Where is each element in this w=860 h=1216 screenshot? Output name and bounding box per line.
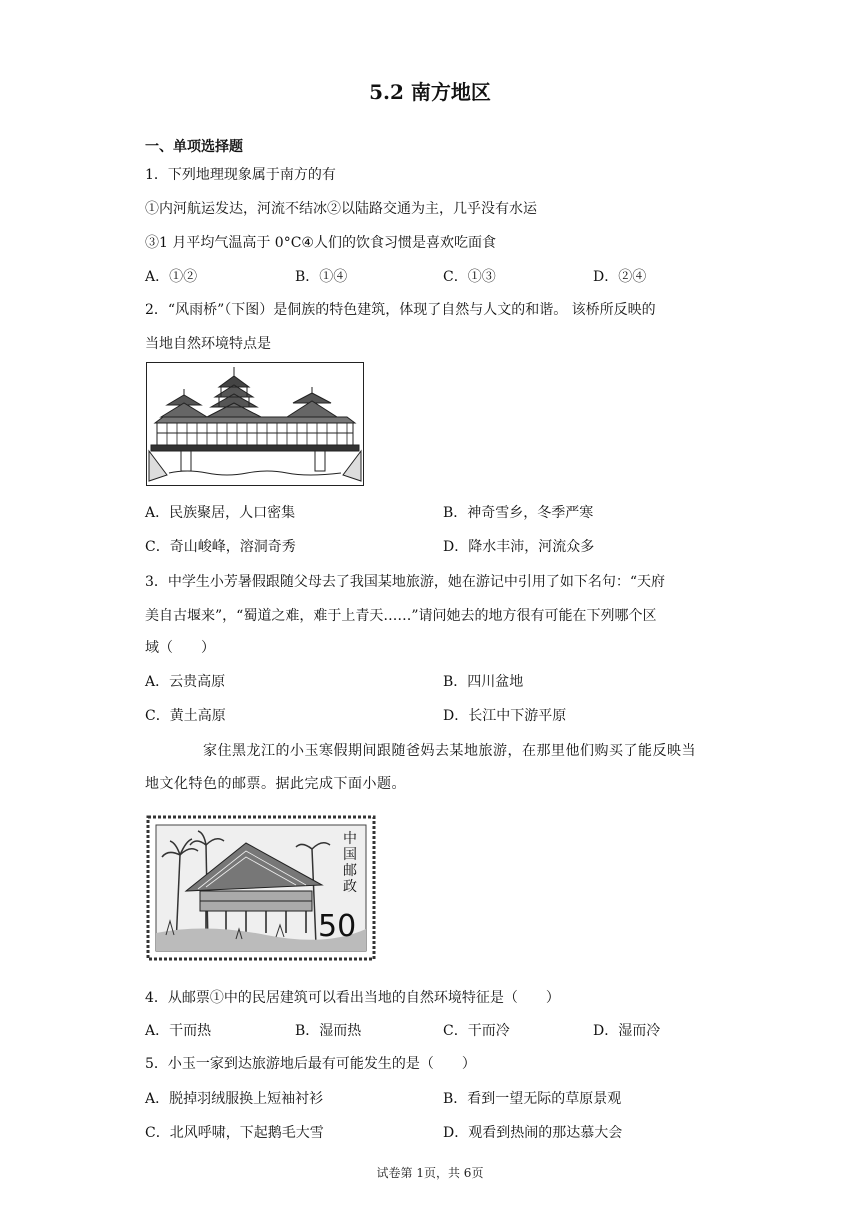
q2-stem-line-2: 当地自然环境特点是 [145, 336, 271, 352]
stamp-figure [146, 815, 376, 961]
q3-option-d[interactable]: D．长江中下游平原 [443, 708, 567, 724]
q1-option-c[interactable]: C．①③ [443, 269, 496, 285]
passage-line-2: 地文化特色的邮票。据此完成下面小题。 [145, 776, 406, 792]
q3-option-b[interactable]: B．四川盆地 [443, 674, 524, 690]
page-footer: 试卷第 1页，共 6页 [376, 1166, 484, 1180]
q4-option-b[interactable]: B．湿而热 [295, 1023, 362, 1039]
bridge-drawing [147, 363, 363, 485]
wind-rain-bridge-figure [146, 362, 364, 486]
q1-option-d[interactable]: D．②④ [593, 269, 647, 285]
q3-stem-line-3: 域（ ） [145, 640, 215, 656]
stamp-face-value: 50 [318, 909, 357, 944]
page-title: 5.2 南方地区 [369, 80, 491, 104]
q2-option-b[interactable]: B．神奇雪乡，冬季严寒 [443, 505, 594, 521]
q2-option-d[interactable]: D．降水丰沛，河流众多 [443, 539, 595, 555]
q2-stem-line-1: 2．“风雨桥”（下图）是侗族的特色建筑，体现了自然与人文的和谐。 该桥所反映的 [145, 302, 656, 318]
q1-option-a[interactable]: A．①② [145, 269, 198, 285]
q5-option-c[interactable]: C．北风呼啸，下起鹅毛大雪 [145, 1125, 324, 1141]
q3-option-a[interactable]: A．云贵高原 [145, 674, 226, 690]
q4-option-a[interactable]: A．干而热 [145, 1023, 212, 1039]
q4-option-d[interactable]: D．湿而冷 [593, 1023, 661, 1039]
q5-option-a[interactable]: A．脱掉羽绒服换上短袖衬衫 [145, 1091, 324, 1107]
q5-option-b[interactable]: B．看到一望无际的草原景观 [443, 1091, 622, 1107]
q4-option-c[interactable]: C．干而冷 [443, 1023, 510, 1039]
q2-option-c[interactable]: C．奇山峻峰，溶洞奇秀 [145, 539, 296, 555]
q1-option-b[interactable]: B．①④ [295, 269, 348, 285]
q5-option-d[interactable]: D．观看到热闹的那达慕大会 [443, 1125, 623, 1141]
q3-stem-line-2: 美自古堰来”，“蜀道之难，难于上青天……”请问她去的地方很有可能在下列哪个区 [145, 608, 657, 624]
q1-statement-2: ③1 月平均气温高于 0°C④人们的饮食习惯是喜欢吃面食 [145, 235, 496, 251]
q1-stem: 1．下列地理现象属于南方的有 [145, 167, 336, 183]
stamp-country-label: 中国邮政 [343, 831, 357, 895]
q3-stem-line-1: 3．中学生小芳暑假跟随父母去了我国某地旅游，她在游记中引用了如下名句：“天府 [145, 574, 666, 590]
q2-option-a[interactable]: A．民族聚居，人口密集 [145, 505, 296, 521]
q3-option-c[interactable]: C．黄土高原 [145, 708, 226, 724]
passage-line-1: 家住黑龙江的小玉寒假期间跟随爸妈去某地旅游，在那里他们购买了能反映当 [203, 743, 696, 759]
section-heading: 一、单项选择题 [145, 139, 243, 155]
q4-stem: 4．从邮票①中的民居建筑可以看出当地的自然环境特征是（ ） [145, 990, 560, 1006]
q1-statement-1: ①内河航运发达，河流不结冰②以陆路交通为主，几乎没有水运 [145, 201, 537, 217]
q5-stem: 5．小玉一家到达旅游地后最有可能发生的是（ ） [145, 1056, 476, 1072]
